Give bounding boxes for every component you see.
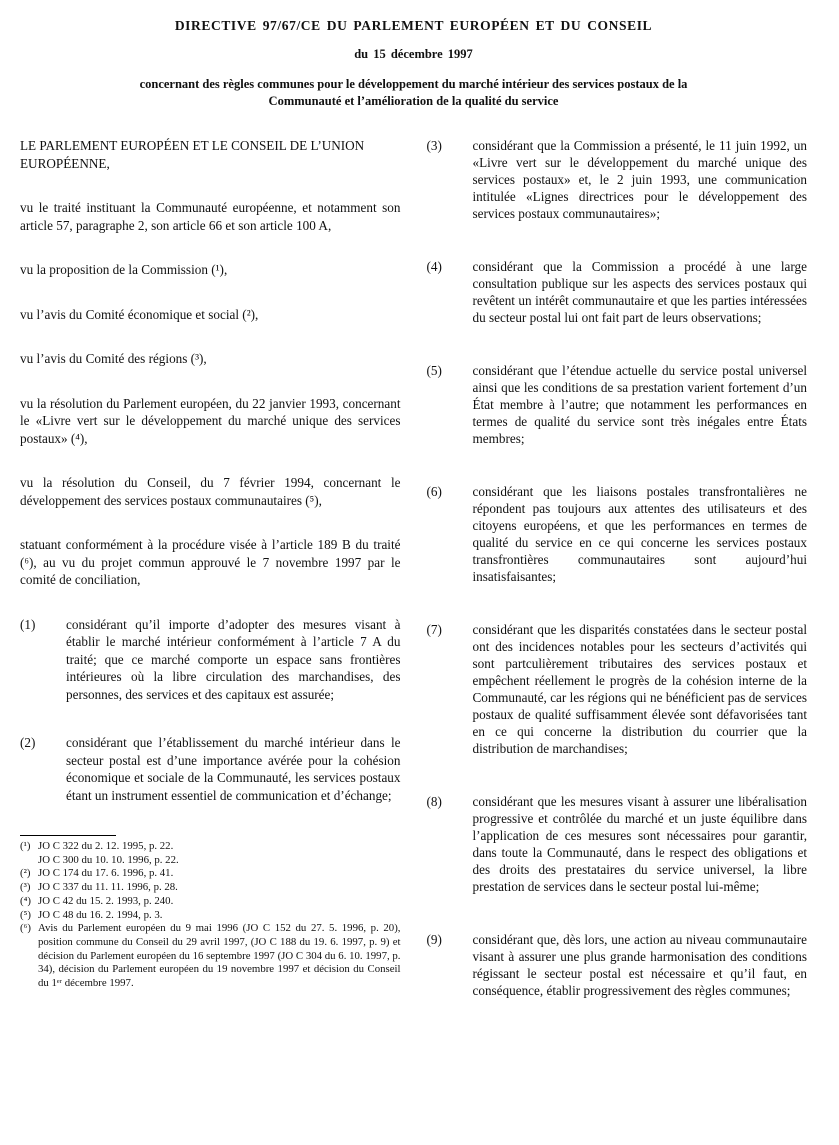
recital-text: considérant qu’il importe d’adopter des mesures visant à établir le marché intérieur conformément à l’article 7 A du traité; que ce marché comporte un espace sans frontières intérieures où la libre circulation des marchandises, des personnes, des services et des capitaux est assurée; [66, 616, 401, 702]
two-column-body [20, 137, 807, 1035]
preamble-paragraph-resolution-parlement: vu la résolution du Parlement européen, du 22 janvier 1993, concernant le «Livre vert sur le développement du marché unique des services postaux» (⁴), [20, 395, 401, 446]
recital-number: (1) [20, 616, 36, 632]
doc-subtitle: concernant des règles communes pour le développement du marché intérieur des services postaux de la Communauté et l’amélioration de la qualité du service [139, 77, 688, 108]
recital-text: considérant que les disparités constatées dans le secteur postal ont des incidences notables pour les secteurs d’activités qui sont partculièrement tributaires des services postaux et empêchent réellement le progrès de la cohésion interne de la Communauté, car les régions qui ne bénéficient pas de services postaux de qualité suffisamment élevée sont défavorisées tant en ce qui concerne la distribution du courrier que la distribution de marchandises; [472, 622, 807, 756]
recital-4 [427, 258, 808, 326]
left-column [20, 137, 401, 1035]
preamble-paragraph-statuant: statuant conformément à la procédure visée à l’article 189 B du traité (⁶), au vu du projet commun approuvé le 7 novembre 1997 par le comité de conciliation, [20, 537, 401, 587]
footnote-marker: (¹) [20, 840, 31, 852]
footnote-5 [20, 909, 401, 923]
recital-number: (4) [426, 259, 442, 274]
footnote-4 [20, 895, 401, 909]
preamble-paragraph-proposition: vu la proposition de la Commission (¹), [20, 262, 228, 277]
recital-text: considérant que la Commission a présenté, le 11 juin 1992, un «Livre vert sur le développement du marché unique des services postaux» et, le 2 juin 1993, une communication intitulée «Lignes directrices pour le développement des services postaux communautaires»; [472, 138, 807, 221]
recital-2 [20, 734, 401, 804]
footnote-marker: (³) [20, 881, 31, 894]
recital-8 [427, 793, 808, 895]
recital-text: considérant que l’étendue actuelle du service postal universel ainsi que les conditions de sa prestation varient fortement d’un État membre à l’autre; que notamment les performances en termes de qualité du service sont très inégales entre États membres; [472, 363, 807, 446]
footnote-6 [20, 922, 401, 991]
preamble-paragraph-treaty: vu le traité instituant la Communauté européenne, et notamment son article 57, paragraphe 2, son article 66 et son article 100 A, [20, 200, 401, 233]
footnote-marker [20, 854, 38, 868]
footnote-1-continued [20, 854, 401, 868]
recital-number: (9) [426, 932, 442, 947]
footnote-text: JO C 337 du 11. 11. 1996, p. 28. [38, 881, 178, 894]
preamble-paragraph-avis-ces: vu l’avis du Comité économique et social (²), [20, 306, 259, 322]
recital-text: considérant que, dès lors, une action au niveau communautaire visant à assurer une plus grande harmonisation des conditions régissant le secteur postal est nécessaire et qu’il faut, en conséquence, établir progressivement des règles communes; [472, 932, 807, 998]
doc-header [20, 18, 807, 110]
preamble-enacting-parties: LE PARLEMENT EUROPÉEN ET LE CONSEIL DE L’UNION EUROPÉENNE, [20, 138, 365, 171]
recital-7 [427, 621, 808, 757]
footnote-rule [20, 835, 116, 836]
doc-date: du 15 décembre 1997 [354, 47, 473, 61]
footnote-1 [20, 840, 401, 854]
footnote-text: JO C 42 du 15. 2. 1993, p. 240. [38, 894, 174, 907]
recital-5 [427, 362, 808, 447]
recital-text: considérant que la Commission a procédé à une large consultation publique sur les aspects des services postaux qui revêtent un intérêt communautaire et que les parties intéressées du secteur postal lui ont fait part de leurs observations; [472, 259, 807, 325]
footnote-text: JO C 48 du 16. 2. 1994, p. 3. [38, 908, 163, 921]
footnotes [20, 835, 401, 991]
preamble-paragraph-resolution-conseil: vu la résolution du Conseil, du 7 février 1994, concernant le développement des services postaux communautaires (⁵), [20, 475, 401, 508]
footnote-2 [20, 867, 401, 881]
recital-number: (7) [426, 622, 442, 637]
recital-9 [427, 931, 808, 999]
footnote-text: JO C 174 du 17. 6. 1996, p. 41. [38, 867, 174, 880]
footnote-text: Avis du Parlement européen du 9 mai 1996 (JO C 152 du 27. 5. 1996, p. 20), position commune du Conseil du 29 avril 1997, (JO C 188 du 19. 6. 1997, p. 9) et décision du Parlement européen du 16 septembre 1997 (JO C 304 du 6. 10. 1997, p. 34), décision du Parlement européen du 19 novembre 1997 et décision du Conseil du 1ᵉʳ décembre 1997. [38, 922, 401, 990]
recital-6 [427, 483, 808, 585]
doc-title: DIRECTIVE 97/67/CE DU PARLEMENT EUROPÉEN ET DU CONSEIL [174, 18, 653, 33]
footnote-text: JO C 322 du 2. 12. 1995, p. 22. [38, 840, 174, 852]
footnote-marker: (²) [20, 867, 31, 880]
footnote-text: JO C 300 du 10. 10. 1996, p. 22. [38, 853, 179, 866]
recital-text: considérant que les liaisons postales transfrontalières ne répondent pas toujours aux attentes des utilisateurs et des citoyens européens, et que les performances en termes de qualité du service en ce qui concerne les services postaux transfrontières communautaires sont aujourd’hui insatisfaisantes; [472, 484, 807, 584]
right-column [427, 137, 808, 1035]
recital-3 [427, 137, 808, 222]
recital-number: (6) [426, 484, 442, 499]
recital-text: considérant que l’établissement du marché intérieur dans le secteur postal est d’une importance avérée pour la cohésion économique et sociale de la Communauté, les services postaux étant un instrument essentiel de communication et d’échange; [66, 735, 401, 803]
recital-number: (5) [426, 363, 442, 378]
preamble-paragraph-avis-regions: vu l’avis du Comité des régions (³), [20, 351, 207, 366]
recital-text: considérant que les mesures visant à assurer une libéralisation progressive et contrôlée du marché et un juste équilibre dans l’application de ces mesures sont nécessaires pour garantir, dans toute la Communauté, dans le respect des obligations et des droits des prestataires du service universel, la libre prestation de services dans le secteur postal lui-même; [472, 794, 807, 894]
footnote-marker: (⁴) [20, 894, 31, 907]
recital-1 [20, 616, 401, 704]
recital-number: (8) [426, 794, 442, 809]
footnote-marker: (⁶) [20, 922, 31, 935]
recital-number: (3) [426, 138, 442, 153]
recital-number: (2) [20, 735, 36, 750]
footnote-marker: (⁵) [20, 908, 31, 921]
footnote-3 [20, 881, 401, 895]
